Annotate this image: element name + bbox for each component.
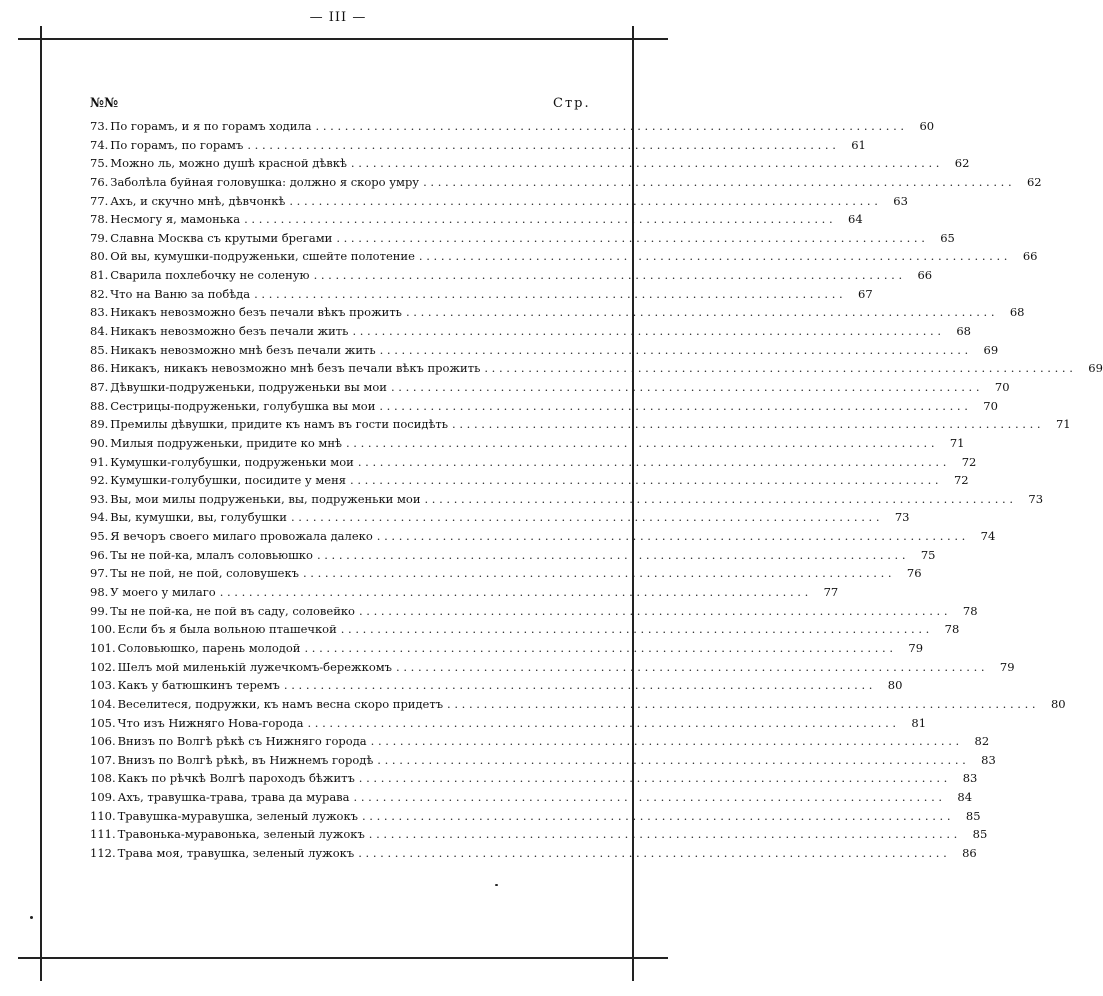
toc-entry-page: 60 — [919, 119, 935, 133]
toc-entry-title: Соловьюшко, парень молодой — [117, 640, 301, 655]
toc-entry-number: 111. — [90, 827, 116, 842]
column-header-page: Стр. — [553, 96, 591, 111]
toc-entry-page: 85 — [972, 827, 988, 842]
toc-entry — [90, 714, 927, 733]
toc-entry — [90, 751, 996, 770]
toc-entry — [90, 807, 981, 826]
toc-entry-number: 79. — [90, 230, 109, 245]
toc-entry — [90, 359, 1103, 378]
toc-entry-page: 79 — [999, 659, 1015, 674]
toc-entry — [90, 788, 973, 807]
toc-entry-page: 66 — [1022, 249, 1038, 264]
toc-entry-page: 74 — [980, 529, 996, 544]
dot-leader — [304, 639, 893, 658]
toc-entry — [90, 695, 1066, 714]
dot-leader — [317, 546, 906, 565]
toc-entry — [90, 415, 1071, 434]
toc-entry-page: 62 — [954, 156, 970, 171]
toc-entry-page: 72 — [961, 454, 977, 469]
toc-entry-number: 85. — [90, 342, 109, 357]
dot-leader — [247, 136, 836, 155]
toc-entry-page: 64 — [848, 212, 863, 227]
toc-entry-title: Какъ у батюшкинъ теремъ — [117, 678, 280, 693]
table-of-contents — [90, 117, 1103, 863]
toc-entry-title: Славна Москва съ крутыми брегами — [110, 230, 333, 245]
toc-entry — [90, 602, 978, 621]
toc-entry-number: 75. — [90, 156, 109, 171]
dot-leader — [391, 378, 980, 397]
toc-entry-title: Кумушки-голубушки, посидите у меня — [110, 473, 347, 488]
toc-entry-page: 67 — [858, 286, 873, 301]
toc-entry-number: 86. — [90, 361, 109, 376]
toc-entry-number: 92. — [90, 473, 109, 488]
toc-entry-page: 69 — [1088, 361, 1103, 376]
dot-leader — [284, 676, 873, 695]
toc-entry — [90, 527, 996, 546]
toc-entry-number: 96. — [90, 547, 109, 562]
dot-leader — [358, 453, 947, 472]
toc-entry-title: Я вечоръ своего милаго провожала далеко — [110, 529, 373, 544]
left-margin-rule — [40, 26, 42, 981]
toc-entry-page: 71 — [949, 435, 965, 450]
toc-entry-title: Что на Ваню за побѣда — [110, 286, 251, 301]
toc-entry — [90, 546, 936, 565]
toc-entry-title: Никакъ невозможно мнѣ безъ печали жить — [110, 342, 376, 357]
toc-entry-page: 79 — [908, 640, 924, 655]
toc-entry-number: 103. — [90, 678, 116, 693]
toc-entry-number: 84. — [90, 324, 109, 339]
toc-entry-number: 83. — [90, 305, 109, 320]
dot-leader — [254, 285, 843, 304]
toc-entry-number: 99. — [90, 603, 109, 618]
toc-entry-number: 93. — [90, 491, 109, 506]
bottom-rule — [18, 957, 668, 959]
toc-entry-page: 81 — [911, 715, 927, 730]
toc-entry-number: 108. — [90, 771, 116, 786]
toc-entry — [90, 676, 903, 695]
page-number: — III — — [309, 10, 367, 25]
dot-leader — [289, 192, 878, 211]
toc-entry-page: 71 — [1055, 417, 1071, 432]
toc-entry-page: 69 — [983, 342, 999, 357]
dot-leader — [308, 714, 897, 733]
top-rule — [18, 38, 668, 40]
dot-leader — [351, 154, 940, 173]
toc-entry-title: Вы, мои милы подруженьки, вы, подруженьки мои — [110, 491, 421, 506]
dot-leader — [447, 695, 1036, 714]
toc-entry-page: 78 — [944, 622, 960, 637]
toc-entry-page: 65 — [940, 230, 955, 245]
toc-entry-number: 95. — [90, 529, 109, 544]
toc-entry-number: 81. — [90, 268, 109, 283]
toc-entry — [90, 583, 839, 602]
toc-entry-number: 87. — [90, 379, 109, 394]
dot-leader — [314, 266, 903, 285]
toc-entry — [90, 620, 960, 639]
toc-entry-number: 101. — [90, 640, 116, 655]
toc-entry — [90, 434, 965, 453]
toc-entry-page: 68 — [956, 324, 971, 339]
toc-entry-page: 84 — [957, 790, 973, 805]
toc-entry-page: 80 — [1050, 696, 1066, 711]
toc-entry-page: 66 — [917, 268, 933, 283]
toc-entry-title: Вы, кумушки, вы, голубушки — [110, 510, 287, 525]
toc-entry-title: Милыя подруженьки, придите ко мнѣ — [110, 435, 342, 450]
toc-entry-title: Ахъ, и скучно мнѣ, дѣвчонкѣ — [110, 193, 286, 208]
dot-leader — [244, 210, 833, 229]
toc-entry-title: Трава моя, травушка, зеленый лужокъ — [117, 845, 355, 860]
toc-entry — [90, 397, 998, 416]
toc-entry — [90, 564, 922, 583]
toc-entry — [90, 229, 955, 248]
toc-entry-number: 110. — [90, 808, 116, 823]
toc-entry-number: 89. — [90, 417, 109, 432]
dot-leader — [354, 788, 943, 807]
dot-leader — [220, 583, 809, 602]
toc-entry-number: 102. — [90, 659, 116, 674]
dot-leader — [359, 602, 948, 621]
dot-leader — [341, 620, 930, 639]
toc-entry — [90, 154, 970, 173]
toc-entry-page: 77 — [823, 585, 839, 600]
toc-entry-title: Ой вы, кумушки-подруженьки, сшейте полотение — [110, 249, 415, 264]
toc-entry-page: 70 — [983, 398, 998, 413]
toc-entry-number: 94. — [90, 510, 109, 525]
toc-entry-title: Заболѣла буйная головушка: должно я скоро умру — [110, 174, 420, 189]
dot-leader — [396, 658, 985, 677]
toc-entry-page: 75 — [920, 547, 936, 562]
toc-entry — [90, 508, 910, 527]
toc-entry-page: 73 — [894, 510, 910, 525]
toc-entry-page: 83 — [981, 752, 996, 767]
toc-entry — [90, 266, 933, 285]
toc-entry — [90, 192, 908, 211]
toc-entry-title: По горамъ, и я по горамъ ходила — [110, 119, 312, 133]
toc-entry-number: 104. — [90, 696, 116, 711]
toc-entry-title: Можно ль, можно душѣ красной дѣвкѣ — [110, 156, 347, 171]
dot-leader — [424, 490, 1013, 509]
toc-entry-number: 80. — [90, 249, 109, 264]
toc-entry-number: 107. — [90, 752, 116, 767]
toc-entry-page: 86 — [962, 845, 977, 860]
toc-entry-title: Если бъ я была вольною пташечкой — [117, 622, 337, 637]
toc-entry-title: Внизъ по Волгѣ рѣкѣ, въ Нижнемъ городѣ — [117, 752, 374, 767]
toc-entry-page: 82 — [974, 734, 990, 749]
dot-leader — [359, 769, 948, 788]
dot-leader — [484, 359, 1073, 378]
toc-entry-title: Ты не пой, не пой, соловушекъ — [110, 566, 299, 581]
toc-entry-title: Кумушки-голубушки, подруженьки мои — [110, 454, 354, 469]
toc-entry-number: 97. — [90, 566, 109, 581]
dot-leader — [371, 732, 960, 751]
dot-leader — [419, 247, 1008, 266]
toc-entry — [90, 117, 935, 136]
toc-entry-page: 83 — [962, 771, 978, 786]
toc-entry — [90, 322, 971, 341]
toc-entry-number: 88. — [90, 398, 109, 413]
dot-leader — [380, 341, 969, 360]
toc-entry-title: Внизъ по Волгѣ рѣкѣ съ Нижняго города — [117, 734, 367, 749]
toc-entry-page: 62 — [1026, 174, 1042, 189]
dot-leader — [358, 844, 947, 863]
toc-entry-page: 73 — [1028, 491, 1044, 506]
toc-entry — [90, 136, 866, 155]
column-header-number: №№ — [90, 96, 119, 111]
toc-entry-page: 61 — [851, 137, 866, 152]
dot-leader — [377, 751, 966, 770]
toc-entry — [90, 471, 969, 490]
toc-entry-title: Какъ по рѣчкѣ Волгѣ пароходъ бѣжитъ — [117, 771, 355, 786]
dot-leader — [303, 564, 892, 583]
dot-leader — [336, 229, 925, 248]
dot-leader — [291, 508, 880, 527]
toc-entry — [90, 490, 1044, 509]
dot-leader — [377, 527, 966, 546]
toc-entry-title: Травушка-муравушка, зеленый лужокъ — [117, 808, 358, 823]
toc-entry-page: 68 — [1009, 305, 1025, 320]
toc-entry-number: 109. — [90, 790, 116, 805]
toc-entry-page: 63 — [893, 193, 908, 208]
dot-leader — [369, 825, 958, 844]
dot-leader — [452, 415, 1041, 434]
toc-entry-number: 90. — [90, 435, 109, 450]
toc-entry-page: 85 — [965, 808, 981, 823]
toc-entry — [90, 247, 1038, 266]
toc-entry-title: Ахъ, травушка-трава, трава да мурава — [117, 790, 350, 805]
toc-entry-number: 105. — [90, 715, 116, 730]
toc-entry-title: Сестрицы-подруженьки, голубушка вы мои — [110, 398, 376, 413]
toc-entry — [90, 378, 1010, 397]
toc-entry-number: 100. — [90, 622, 116, 637]
toc-entry-number: 106. — [90, 734, 116, 749]
dot-leader — [423, 173, 1012, 192]
toc-entry-number: 91. — [90, 454, 109, 469]
toc-entry-title: Ты не пой-ка, млалъ соловьюшко — [110, 547, 313, 562]
toc-entry — [90, 303, 1025, 322]
toc-entry — [90, 825, 988, 844]
ink-speck — [495, 884, 498, 886]
toc-entry-number: 76. — [90, 174, 109, 189]
toc-entry-title: Шелъ мой миленькій лужечкомъ-бережкомъ — [117, 659, 393, 674]
toc-entry — [90, 210, 863, 229]
toc-entry-title: У моего у милаго — [110, 585, 216, 600]
toc-entry-title: Несмогу я, мамонька — [110, 212, 241, 227]
toc-entry-title: Никакъ, никакъ невозможно мнѣ безъ печали вѣкъ прожить — [110, 361, 481, 376]
toc-entry-title: Травонька-муравонька, зеленый лужокъ — [117, 827, 365, 842]
toc-entry — [90, 173, 1042, 192]
toc-entry-title: Сварила похлебочку не соленую — [110, 268, 310, 283]
toc-entry-page: 76 — [906, 566, 922, 581]
toc-entry — [90, 658, 1015, 677]
toc-entry-number: 82. — [90, 286, 109, 301]
toc-entry-number: 74. — [90, 137, 109, 152]
dot-leader — [406, 303, 995, 322]
toc-entry-page: 70 — [994, 379, 1010, 394]
toc-entry-page: 72 — [953, 473, 969, 488]
toc-entry-title: Премилы дѣвушки, придите къ намъ въ гости посидѣть — [110, 417, 449, 432]
toc-entry — [90, 341, 999, 360]
toc-entry — [90, 639, 924, 658]
toc-entry-title: Веселитеся, подружки, къ намъ весна скоро придетъ — [117, 696, 444, 711]
toc-entry-title: Никакъ невозможно безъ печали жить — [110, 324, 349, 339]
toc-entry-title: Дѣвушки-подруженьки, подруженьки вы мои — [110, 379, 387, 394]
dot-leader — [350, 471, 939, 490]
toc-entry-number: 77. — [90, 193, 109, 208]
toc-entry-title: Что изъ Нижняго Нова-города — [117, 715, 304, 730]
toc-entry-number: 112. — [90, 845, 116, 860]
dot-leader — [316, 117, 905, 136]
toc-entry — [90, 285, 873, 304]
dot-leader — [346, 434, 935, 453]
toc-entry-title: Никакъ невозможно безъ печали вѣкъ прожить — [110, 305, 402, 320]
dot-leader — [379, 397, 968, 416]
ink-speck — [30, 916, 33, 919]
toc-entry-title: По горамъ, по горамъ — [110, 137, 244, 152]
toc-entry-page: 80 — [887, 678, 903, 693]
toc-entry — [90, 844, 977, 863]
toc-entry-page: 78 — [962, 603, 978, 618]
dot-leader — [352, 322, 941, 341]
toc-entry-number: 98. — [90, 585, 109, 600]
toc-entry-number: 78. — [90, 212, 109, 227]
dot-leader — [362, 807, 951, 826]
toc-entry-number: 73. — [90, 119, 109, 133]
toc-entry — [90, 453, 977, 472]
toc-entry — [90, 732, 990, 751]
toc-entry-title: Ты не пой-ка, не пой въ саду, соловейко — [110, 603, 355, 618]
toc-entry — [90, 769, 978, 788]
